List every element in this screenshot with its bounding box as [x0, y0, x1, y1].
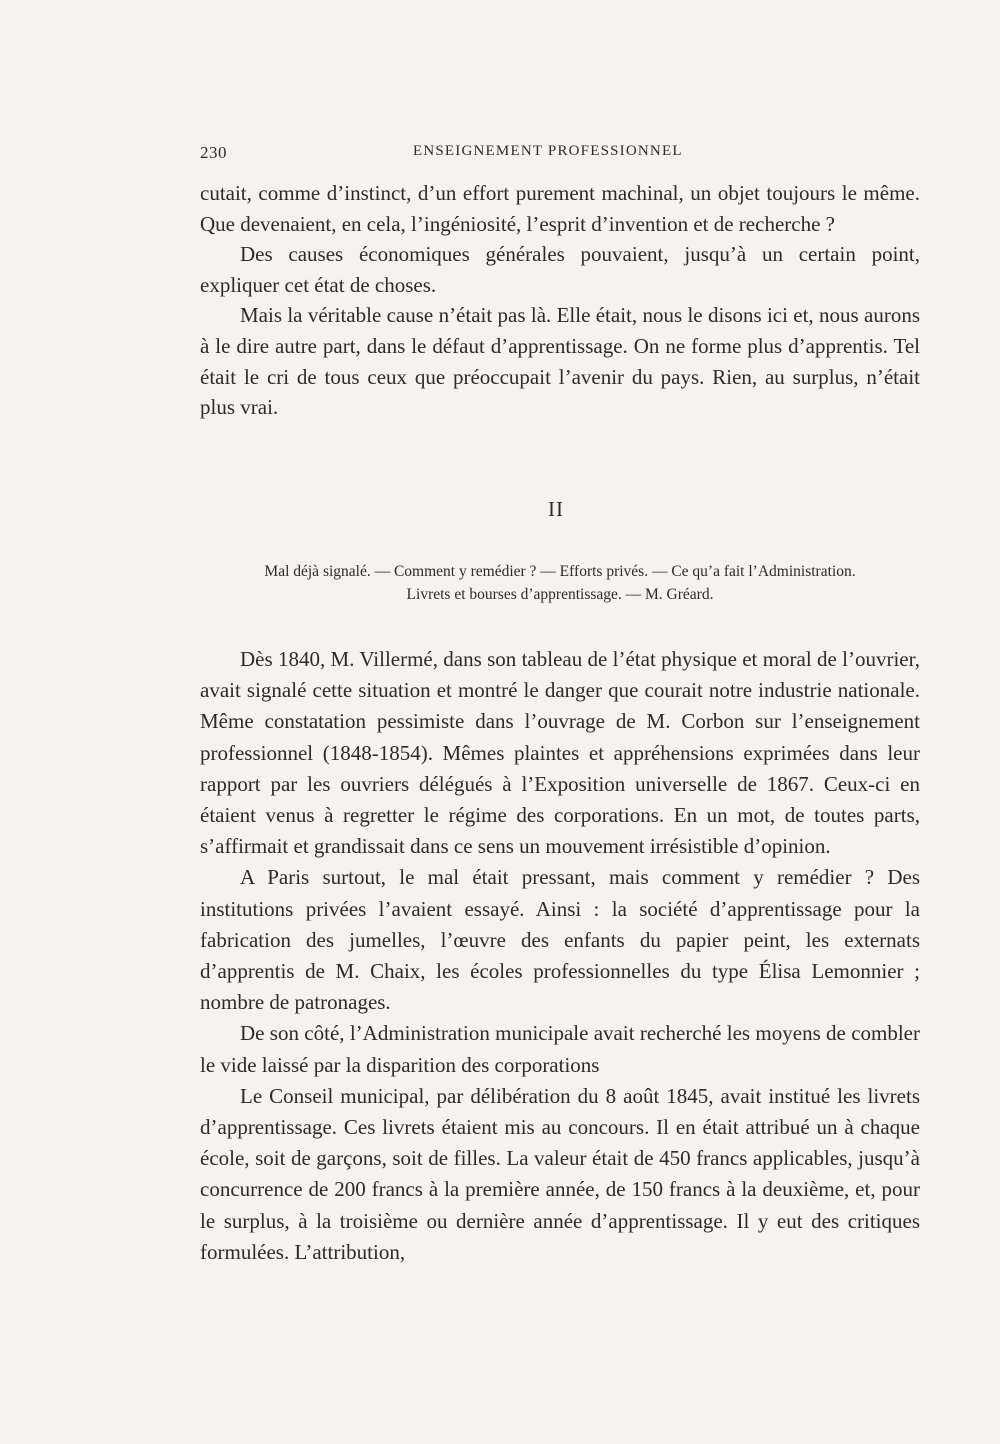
paragraph: Des causes économiques générales pouvaient, jusqu’à un certain point, expliquer cet état de choses.: [200, 242, 920, 297]
paragraph: Le Conseil municipal, par délibération du 8 août 1845, avait institué les livrets d’apprentissage. Ces livrets étaient mis au concours. Il en était attribué un à chaque école, soit de garçons, soit de filles. La valeur était de 450 francs applicables, jusqu’à concurrence de 200 francs à la première année, de 150 francs à la deuxième, et, pour le surplus, à la troisième ou dernière année d’apprentissage. Il y eut des critiques formulées. L’attribution,: [200, 1083, 920, 1264]
paragraph: Dès 1840, M. Villermé, dans son tableau de l’état physique et moral de l’ouvrier, avait signalé cette situation et montré le danger que courait notre industrie nationale. Même constatation pessimiste dans l’ouvrage de M. Corbon sur l’enseignement professionnel (1848-1854). Mêmes plaintes et appréhensions exprimées dans leur rapport par les ouvriers délégués à l’Exposition universelle de 1867. Ceux-ci en étaient venus à regretter le régime des corporations. En un mot, de toutes parts, s’affirmait et grandissait dans ce sens un mouvement irrésistible d’opinion.: [200, 647, 920, 859]
paragraph: A Paris surtout, le mal était pressant, mais comment y remédier ? Des institutions privées l’avaient essayé. Ainsi : la société d’apprentissage pour la fabrication des jumelles, l’œuvre des enfants du papier peint, les externats d’apprentis de M. Chaix, les écoles professionnelles du type Élisa Lemonnier ; nombre de patronages.: [200, 865, 920, 1015]
top-text-block: [200, 178, 920, 423]
section-summary: [205, 560, 915, 606]
paragraph: cutait, comme d’instinct, d’un effort purement machinal, un objet toujours le même. Que devenaient, en cela, l’ingéniosité, l’esprit d’invention et de recherche ?: [200, 181, 920, 236]
paragraph: Mais la véritable cause n’était pas là. Elle était, nous le disons ici et, nous aurons à le dire autre part, dans le défaut d’apprentissage. On ne forme plus d’apprentis. Tel était le cri de tous ceux que préoccupait l’avenir du pays. Rien, au surplus, n’était plus vrai.: [200, 303, 920, 420]
page-header: [200, 143, 700, 167]
summary-line: Livrets et bourses d’apprentissage. — M. Gréard.: [406, 586, 714, 603]
section-number: II: [548, 497, 564, 521]
paragraph: De son côté, l’Administration municipale avait recherché les moyens de combler le vide laissé par la disparition des corporations: [200, 1021, 920, 1077]
running-title: ENSEIGNEMENT PROFESSIONNEL: [413, 143, 683, 159]
summary-line: Mal déjà signalé. — Comment y remédier ? — Efforts privés. — Ce qu’a fait l’Administration.: [264, 563, 856, 580]
main-text-block: [200, 644, 920, 1268]
page-number: 230: [200, 143, 227, 162]
